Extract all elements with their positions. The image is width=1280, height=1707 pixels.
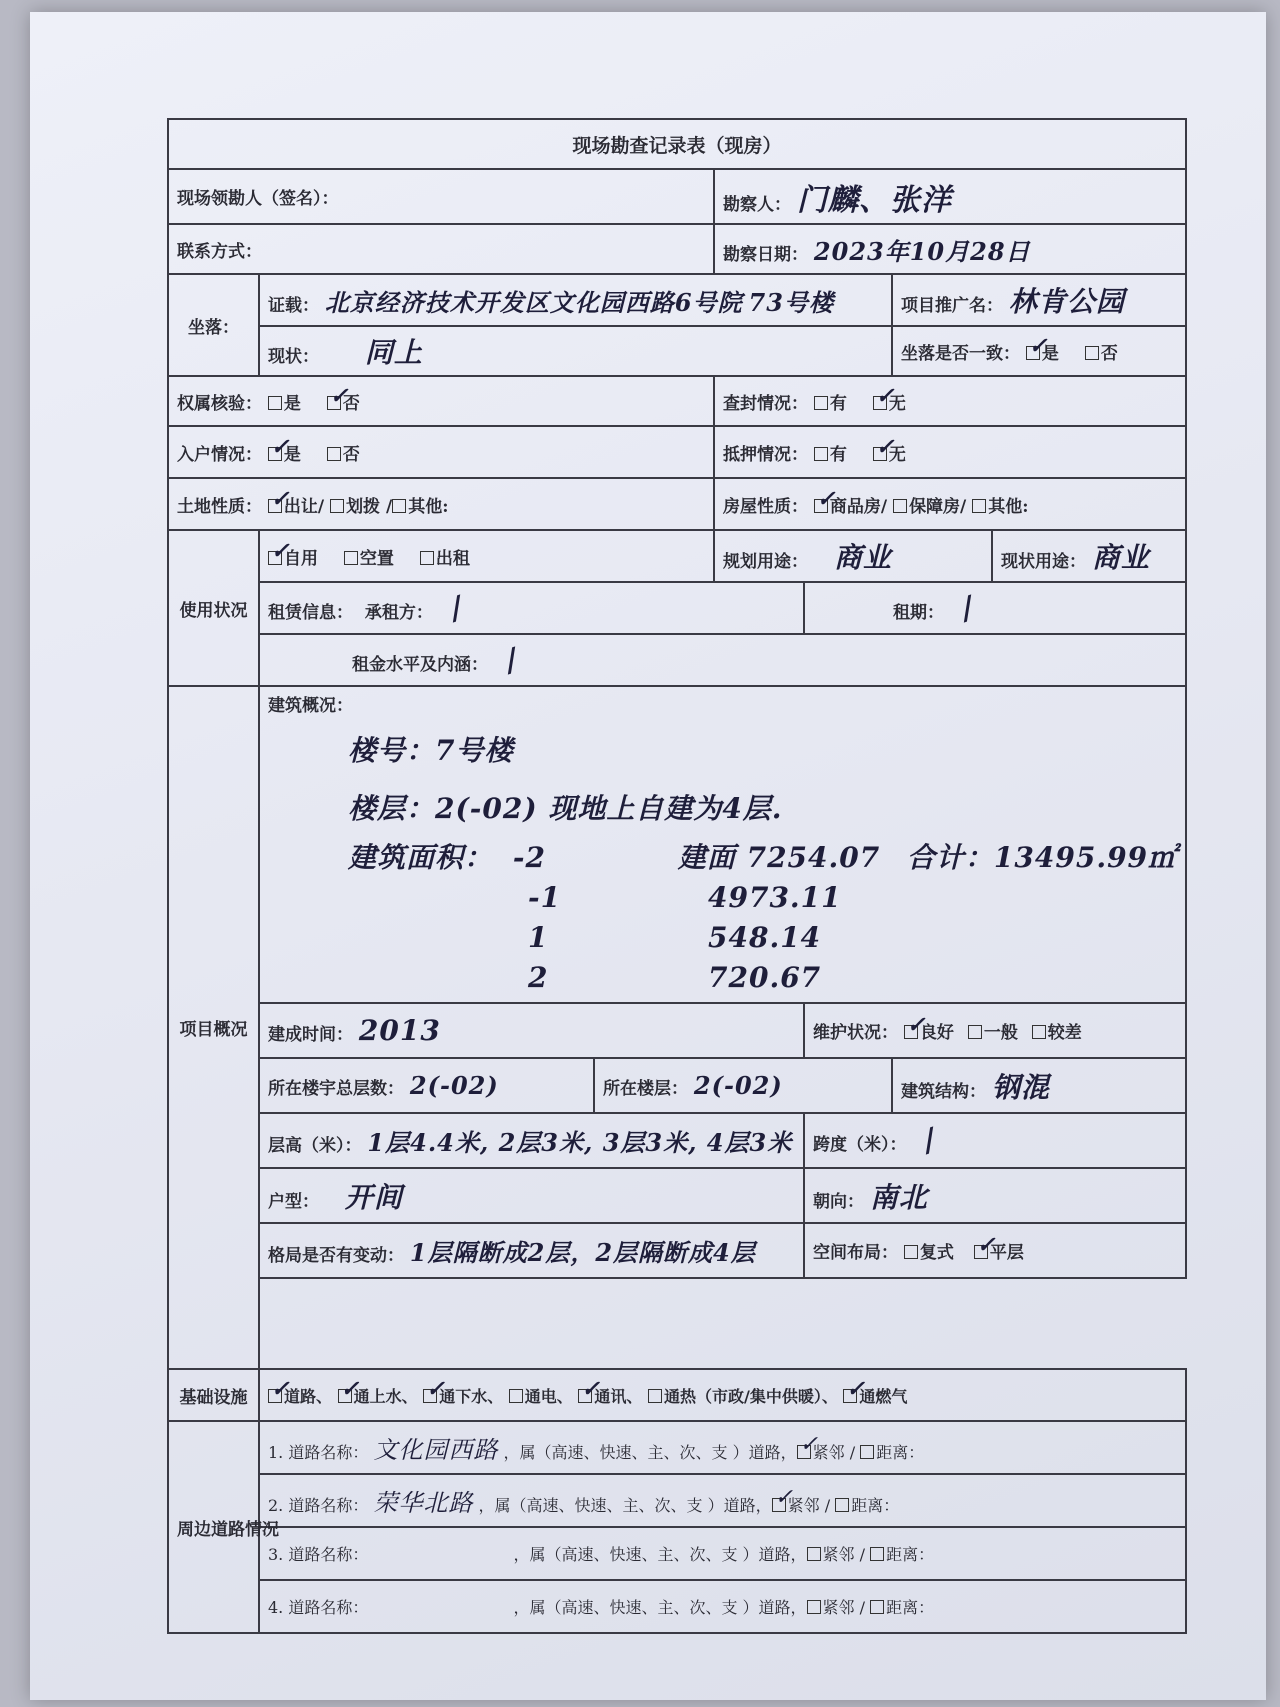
span-field: 跨度（米）： / [804, 1113, 1186, 1168]
ownership-yes-checkbox[interactable] [268, 396, 282, 410]
road-row-2: 2. 道路名称： 荣华北路 ，属（高速、快速、主、次、支 ）道路，✓ 紧邻 / 距离： [259, 1474, 1186, 1527]
maint-poor-checkbox[interactable] [1032, 1025, 1046, 1039]
total-floors-value: 2(-02) [409, 1071, 499, 1100]
road-2-name: 荣华北路 [373, 1489, 474, 1517]
lease-term-slash: / [956, 589, 979, 627]
land-transfer-checkbox[interactable] [268, 499, 282, 513]
entry-field: 入户情况： ✓ 是 否 [168, 426, 714, 478]
house-other-checkbox[interactable] [972, 499, 986, 513]
consistent-field: 坐落是否一致： ✓ 是 否 [892, 326, 1186, 376]
mortgage-none-checkbox[interactable] [873, 447, 887, 461]
entry-no-checkbox[interactable] [327, 447, 341, 461]
house-field: 房屋性质： ✓ 商品房/ 保障房/ 其他: [714, 478, 1186, 530]
road-3-adjacent-checkbox[interactable] [807, 1547, 821, 1561]
current-value: 同上 [364, 336, 423, 369]
house-affordable-checkbox[interactable] [893, 499, 907, 513]
rent-slash: / [500, 641, 523, 679]
roads-section-header: 周边道路情况 [168, 1421, 259, 1633]
planned-use-field: 规划用途： 商业 [714, 530, 992, 582]
seal-have-checkbox[interactable] [814, 396, 828, 410]
project-name-value: 林肯公园 [1008, 285, 1125, 318]
land-allocation-checkbox[interactable] [330, 499, 344, 513]
building-floors-note: 楼层：2(-02) 现地上自建为4层. [348, 792, 783, 825]
road-4-distance-checkbox[interactable] [870, 1600, 884, 1614]
space-flat-checkbox[interactable] [974, 1245, 988, 1259]
built-value: 2013 [358, 1014, 441, 1047]
infra-heating-checkbox[interactable] [648, 1389, 662, 1403]
building-overview: 建筑概况： 楼号：7号楼 楼层：2(-02) 现地上自建为4层. 建筑面积： -2 建面 7254.07 合计：13495.99㎡ -1 4973.11 1 548.14 2 720.67 [259, 686, 1186, 1003]
height-field: 层高（米）： 1层4.4米, 2层3米, 3层3米, 4层3米 [259, 1113, 804, 1168]
tenant-slash: / [445, 589, 467, 627]
project-section-header: 项目概况 [168, 686, 259, 1369]
house-commercial-checkbox[interactable] [814, 499, 828, 513]
seal-field: 查封情况： 有 ✓ 无 [714, 376, 1186, 426]
maintenance-field: 维护状况： ✓ 良好 一般 较差 [804, 1003, 1186, 1058]
mortgage-have-checkbox[interactable] [814, 447, 828, 461]
infra-options: ✓ 道路、 ✓ 通上水、 ✓ 通下水、 通电、 ✓ 通讯、 通热（市政/集中供暖）、 ✓ 通燃气 [259, 1369, 1186, 1421]
road-2-distance-checkbox[interactable] [835, 1498, 849, 1512]
floor-field: 所在楼层： 2(-02) [594, 1058, 892, 1113]
inspector-field: 勘察人： 门麟、张洋 [714, 169, 1186, 224]
road-2-adjacent-checkbox[interactable] [772, 1498, 786, 1512]
consistent-no-checkbox[interactable] [1085, 346, 1099, 360]
road-row-3: 3. 道路名称： ，属（高速、快速、主、次、支 ）道路， 紧邻 / 距离： [259, 1527, 1186, 1580]
lease-term-field: 租期： / [804, 582, 1186, 634]
infra-water-supply-checkbox[interactable] [338, 1389, 352, 1403]
maint-good-checkbox[interactable] [904, 1025, 918, 1039]
infra-road-checkbox[interactable] [268, 1389, 282, 1403]
layout-change-value: 1层隔断成2层，2层隔断成4层 [409, 1238, 756, 1267]
rent-field: 租金水平及内涵： / [259, 634, 1186, 686]
road-4-adjacent-checkbox[interactable] [807, 1600, 821, 1614]
usage-rent-checkbox[interactable] [420, 551, 434, 565]
cert-field: 证载： 北京经济技术开发区文化园西路6号院 73号楼 [259, 274, 892, 326]
orientation-value: 南北 [869, 1180, 928, 1214]
ownership-field: 权属核验： 是 ✓ 否 [168, 376, 714, 426]
building-area-note: 建筑面积： -2 建面 7254.07 合计：13495.99㎡ -1 4973.11 1 548.14 2 720.67 [348, 838, 1177, 998]
ownership-no-checkbox[interactable] [327, 396, 341, 410]
road-1-name: 文化园西路 [373, 1436, 499, 1464]
road-row-4: 4. 道路名称： ，属（高速、快速、主、次、支 ）道路， 紧邻 / 距离： [259, 1580, 1186, 1633]
land-other-checkbox[interactable] [392, 499, 406, 513]
usage-section-header: 使用状况 [168, 530, 259, 686]
usage-self-checkbox[interactable] [268, 551, 282, 565]
infra-drainage-checkbox[interactable] [423, 1389, 437, 1403]
consistent-yes-checkbox[interactable] [1026, 346, 1040, 360]
entry-yes-checkbox[interactable] [268, 447, 282, 461]
current-field: 现状： 同上 [259, 326, 892, 376]
structure-value: 钢混 [991, 1070, 1050, 1104]
date-value: 2023年10月28日 [813, 236, 1031, 266]
inspection-form [167, 118, 1187, 1634]
form-title: 现场勘查记录表（现房） [168, 119, 1186, 169]
project-name-field: 项目推广名： 林肯公园 [892, 274, 1186, 326]
span-slash: / [919, 1122, 941, 1159]
infra-power-checkbox[interactable] [509, 1389, 523, 1403]
contact-field: 联系方式： [168, 224, 714, 274]
total-floors-field: 所在楼宇总层数： 2(-02) [259, 1058, 594, 1113]
height-value: 1层4.4米, 2层3米, 3层3米, 4层3米 [367, 1128, 793, 1157]
inspector-signature: 门麟、张洋 [796, 182, 952, 218]
seal-none-checkbox[interactable] [873, 396, 887, 410]
layout-change-field: 格局是否有变动： 1层隔断成2层，2层隔断成4层 [259, 1223, 804, 1278]
layout-value: 开间 [344, 1180, 403, 1214]
usage-options: ✓自用 空置 出租 [259, 530, 714, 582]
usage-vacant-checkbox[interactable] [344, 551, 358, 565]
layout-field: 户型： 开间 [259, 1168, 804, 1223]
building-number-note: 楼号：7号楼 [348, 734, 514, 767]
actual-use-value: 商业 [1091, 541, 1150, 574]
lease-info-field: 租赁信息： 承租方： / [259, 582, 804, 634]
floor-value: 2(-02) [693, 1071, 783, 1100]
infra-section-header: 基础设施 [168, 1369, 259, 1421]
infra-gas-checkbox[interactable] [843, 1389, 857, 1403]
space-duplex-checkbox[interactable] [904, 1245, 918, 1259]
location-header: 坐落： [168, 274, 259, 376]
road-row-1: 1. 道路名称： 文化园西路 ，属（高速、快速、主、次、支 ）道路，✓ 紧邻 / 距离： [259, 1421, 1186, 1474]
road-3-distance-checkbox[interactable] [870, 1547, 884, 1561]
built-field: 建成时间： 2013 [259, 1003, 804, 1058]
orientation-field: 朝向： 南北 [804, 1168, 1186, 1223]
building-area-total: 合计：13495.99㎡ [906, 841, 1178, 874]
land-field: 土地性质： ✓ 出让/ 划拨 / 其他: [168, 478, 714, 530]
planned-use-value: 商业 [833, 541, 892, 574]
infra-telecom-checkbox[interactable] [578, 1389, 592, 1403]
road-1-distance-checkbox[interactable] [860, 1445, 874, 1459]
space-layout-field: 空间布局： 复式 ✓ 平层 [804, 1223, 1186, 1278]
actual-use-field: 现状用途： 商业 [992, 530, 1186, 582]
leader-field: 现场领勘人（签名）： [168, 169, 714, 224]
structure-field: 建筑结构： 钢混 [892, 1058, 1186, 1113]
date-field: 勘察日期： 2023年10月28日 [714, 224, 1186, 274]
cert-address: 北京经济技术开发区文化园西路6号院 [324, 287, 743, 317]
mortgage-field: 抵押情况： 有 ✓ 无 [714, 426, 1186, 478]
paper-sheet [30, 12, 1266, 1700]
maint-average-checkbox[interactable] [968, 1025, 982, 1039]
road-1-adjacent-checkbox[interactable] [797, 1445, 811, 1459]
cert-building: 73号楼 [748, 287, 834, 317]
